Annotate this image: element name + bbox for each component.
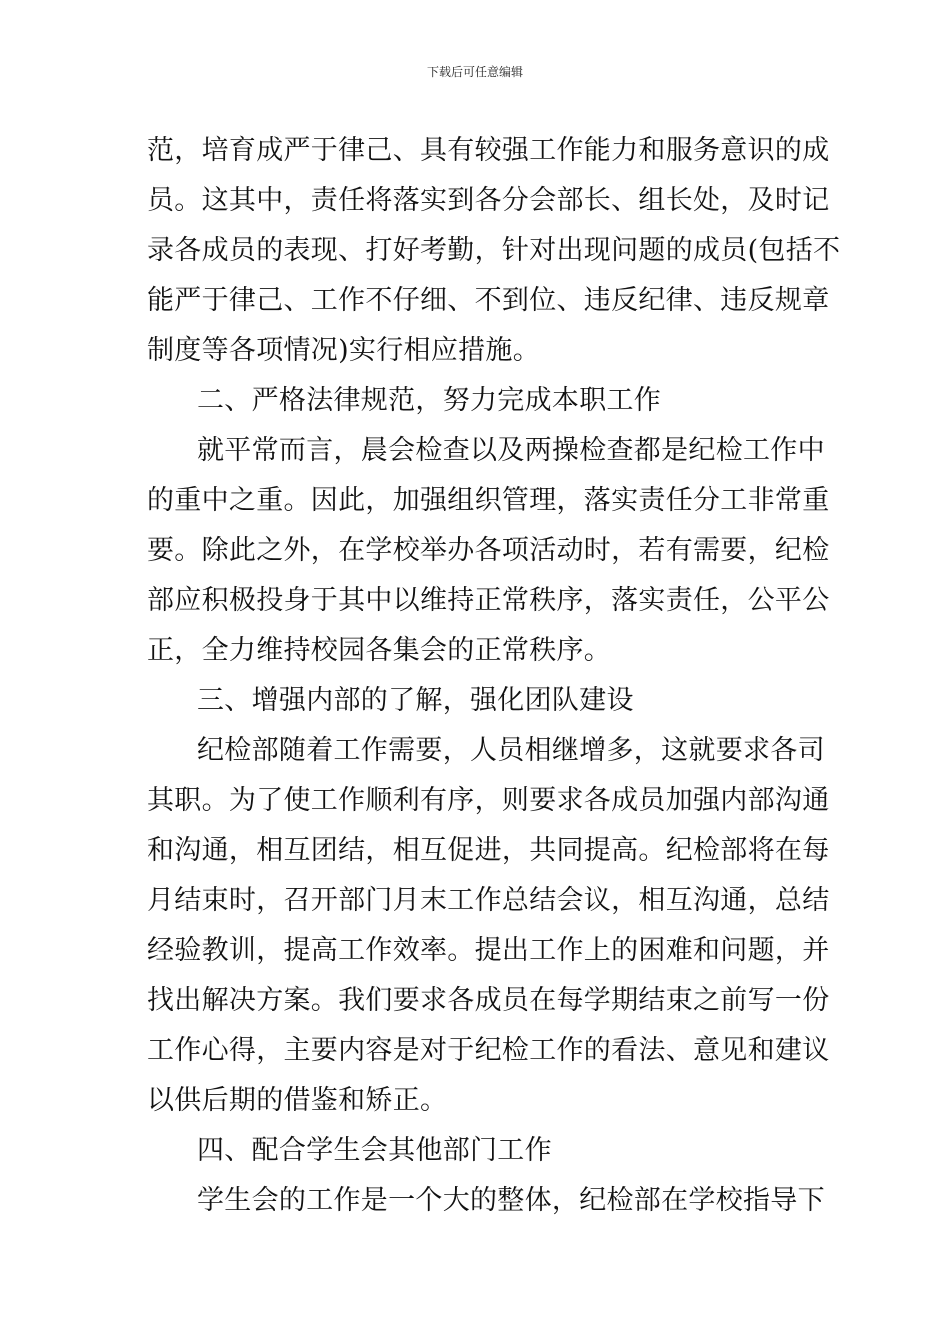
text-line: 部应积极投身于其中以维持正常秩序，落实责任，公平公 [147,585,830,616]
text-line: 和沟通，相互团结，相互促进，共同提高。纪检部将在每 [147,835,830,866]
text-line: 能严于律己、工作不仔细、不到位、违反纪律、违反规章 [147,285,830,316]
text-line: 录各成员的表现、打好考勤，针对出现问题的成员(包括不 [147,235,841,266]
text-line: 找出解决方案。我们要求各成员在每学期结束之前写一份 [147,985,830,1016]
section-heading: 二、严格法律规范，努力完成本职工作 [197,385,662,416]
paragraph-first-line: 学生会的工作是一个大的整体，纪检部在学校指导下 [197,1185,825,1216]
text-line: 其职。为了使工作顺利有序，则要求各成员加强内部沟通 [147,785,830,816]
text-line: 员。这其中，责任将落实到各分会部长、组长处，及时记 [147,185,830,216]
text-line: 工作心得，主要内容是对于纪检工作的看法、意见和建议 [147,1035,830,1066]
page-header: 下载后可任意编辑 [426,65,523,79]
text-line: 的重中之重。因此，加强组织管理，落实责任分工非常重 [147,485,830,516]
text-line: 以供后期的借鉴和矫正。 [147,1085,448,1116]
paragraph-first-line: 就平常而言，晨会检查以及两操检查都是纪检工作中 [197,435,825,466]
document-body [147,126,841,1226]
section-heading: 三、增强内部的了解，强化团队建设 [197,685,634,716]
text-line: 要。除此之外，在学校举办各项活动时，若有需要，纪检 [147,535,830,566]
text-line: 正，全力维持校园各集会的正常秩序。 [147,635,612,666]
text-line: 制度等各项情况)实行相应措施。 [147,335,541,366]
paragraph-first-line: 纪检部随着工作需要，人员相继增多，这就要求各司 [197,735,825,766]
section-heading: 四、配合学生会其他部门工作 [197,1135,552,1166]
text-line: 经验教训，提高工作效率。提出工作上的困难和问题，并 [147,935,830,966]
text-line: 范，培育成严于律己、具有较强工作能力和服务意识的成 [147,135,830,166]
text-line: 月结束时，召开部门月末工作总结会议，相互沟通，总结 [147,885,830,916]
